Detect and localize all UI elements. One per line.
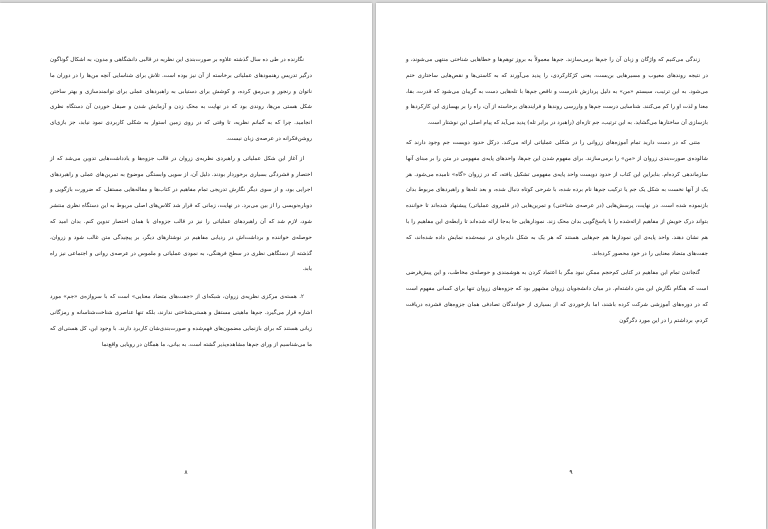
page-body-text	[50, 53, 312, 353]
page-number: ۸	[184, 469, 188, 476]
paragraph: از آغاز این شکل عملیاتی و راهبردی نظریه‌ی زروان در قالب جزوه‌ها و یادداشت‌هایی تدوین می‌شد که از اختصار و فشردگی بسیاری برخوردار بودند. دلیل آن، از سویی وابستگی موضوع به تمرین‌های عملی و راهبردهای اجرایی بود، و از سوی دیگر نگارش تدریجی تمام مفاهیم در کتاب‌ها و مقاله‌هایی مستقل، که ضرورت بازگویی و دوباره‌نویسی را از بین می‌برد. در نهایت، زمانی که قرار شد کلاس‌های اصلی مربوط به این دستگاه نظری منتشر شود، لازم شد که آن راهبردهای عملیاتی را نیز در قالب جزوه‌ای با همان اختصار تدوین کنم. بدان امید که حوصله‌ی خواننده و برداشت‌اش در ردیابی مفاهیم در نوشتارهای دیگر، بر پیچیدگی متن غالب شود و زروان، گذشته از دستگاهی نظری در سطح فرهنگی، به نمودی عملیاتی و ملموس در عرصه‌ی روانی و اجتماعی نیز راه یابد.	[50, 155, 312, 273]
paragraph: ۲. هسته‌ی مرکزی نظریه‌ی زروان، شبکه‌ای از «جفت‌های متضاد معنایی» است که با سروازه‌ی «جم» مورد اشاره قرار می‌گیرد. جم‌ها ماهیتی مستقل و هستی‌شناختی ندارند، بلکه تنها عناصری شناخت‌شناسانه و رمزگانی زبانی هستند که برای بازنمایی مضمون‌های فهم‌شده و صورت‌بندی‌شان کاربرد دارند. با وجود این، کل هستی‌ای که ما می‌شناسیم از ورای جم‌ها مشاهده‌پذیر گشته است. به بیانی، ما همگان در رویایی واقع‌نما	[50, 294, 312, 348]
page-body-text	[406, 53, 708, 330]
book-page-right	[376, 3, 766, 529]
paragraph: متنی که در دست دارید تمام آموزه‌های زروانی را در شکلی عملیاتی ارائه می‌کند. درکل حدود دویست جم وجود دارند که شالوده‌ی صورت‌بندی زروان از «من» را برمی‌سازند. برای مفهوم شدن این جم‌ها، واحدهای پایه‌ی مفهومی در متن را بر مبنای آنها سازماندهی کرده‌ام. بنابراین این کتاب از حدود دویست واحد پایه‌ی مفهومی تشکیل یافته، که در زروان «گاه» نامیده می‌شود. هر یک از آنها نخست به شکل یک جم یا ترکیب جم‌ها نام برده شده، با شرحی کوتاه دنبال شده، و بعد تله‌ها و راهبردهای مربوط بدان بازنموده شده است. در نهایت، پرسش‌هایی (در عرصه‌ی شناختی) و تمرین‌هایی (در قلمروی عملیاتی) پیشنهاد شده‌اند تا خواننده بتواند درک خویش از مفاهیم ارائه‌شده را با پاسخ‌گویی بدان محک زند. نمودارهایی جا به‌جا ارائه شده‌اند تا رابطه‌ی این مفاهیم را با هم نشان دهند. واحد پایه‌ی این نمودارها هم جم‌هایی هستند که هر یک به شکل دایره‌ای در نیمه‌شده نمایش داده شده‌اند، که جفت‌های متضاد معنایی را در خود محصور کرده‌اند.	[406, 139, 708, 257]
paragraph: زندگی می‌کنیم که واژگان و زبان آن را جم‌ها برمی‌سازند. جم‌ها معمولاً به بروز توهم‌ها و خطاهایی شناختی منتهی می‌شوند، و در نتیجه روندهای معیوب و مسیرهایی بن‌بست، یعنی کژکارکردی، را پدید می‌آورند که به کاستی‌ها و نقص‌هایی ساختاری ختم می‌شود. به این ترتیب، سیستم «من» به دلیل پردازش نادرست و ناقص جم‌ها با تله‌هایی دست به گریبان می‌شود که قدرت، بقا، معنا و لذت او را کم می‌کنند. شناسایی درست جم‌ها و واررسی روندها و فرایندهای برخاسته از آن، راه را بر بهسازی این کارکردها و بازسازی آن ساختارها می‌گشاید. به این ترتیب، جم تازه‌ای (راهبرد در برابر تله) پدید می‌آید که پیام اصلی این نوشتار است.	[406, 57, 708, 127]
book-page-left	[0, 3, 372, 529]
paragraph: نگارنده در طی ده سال گذشته علاوه بر صورت‌بندی این نظریه در قالبی دانشگاهی و مدون، به اشکال گوناگون درگیر تدریس رهنمودهای عملیاتی برخاسته از آن نیز بوده است. تلاش برای شناسایی آنچه من‌ها را در دوران ما ناتوان و رنجور و بی‌رمق کرده، و کوشش برای دستیابی به راهبردهای عملی برای توانمندسازی و بهتر ساختن شکل هستی من‌ها، روندی بود که در نهایت به محک زدن و آزمایش شدن و صیقل خوردن آن دستگاه نظری انجامید. چرا که به گمانم نظریه، تا وقتی که در روی زمین استوار به شکلی کاربردی نمود نیابد، جز بازی‌ای روشن‌فکرانه در عرصه‌ی زبان نیست.	[50, 57, 312, 142]
paragraph: گنجاندن تمام این مفاهیم در کتابی کم‌حجم ممکن نبود مگر با اعتماد کردن به هوشمندی و حوصله‌ی مخاطب، و این پیش‌فرضی است که هنگام نگارش این متن داشته‌ام. در میان دانشجویان زروان مشهور بود که جزوه‌های زروان تنها برای کسانی مفهوم است که در دوره‌های آموزشی شرکت کرده باشند، اما بازخوردی که از بسیاری از خوانندگان تصادفی همان جزوه‌های فشرده دریافت کردم، برداشتم را در این مورد دگرگون	[406, 270, 708, 324]
page-number: ۹	[569, 469, 573, 476]
